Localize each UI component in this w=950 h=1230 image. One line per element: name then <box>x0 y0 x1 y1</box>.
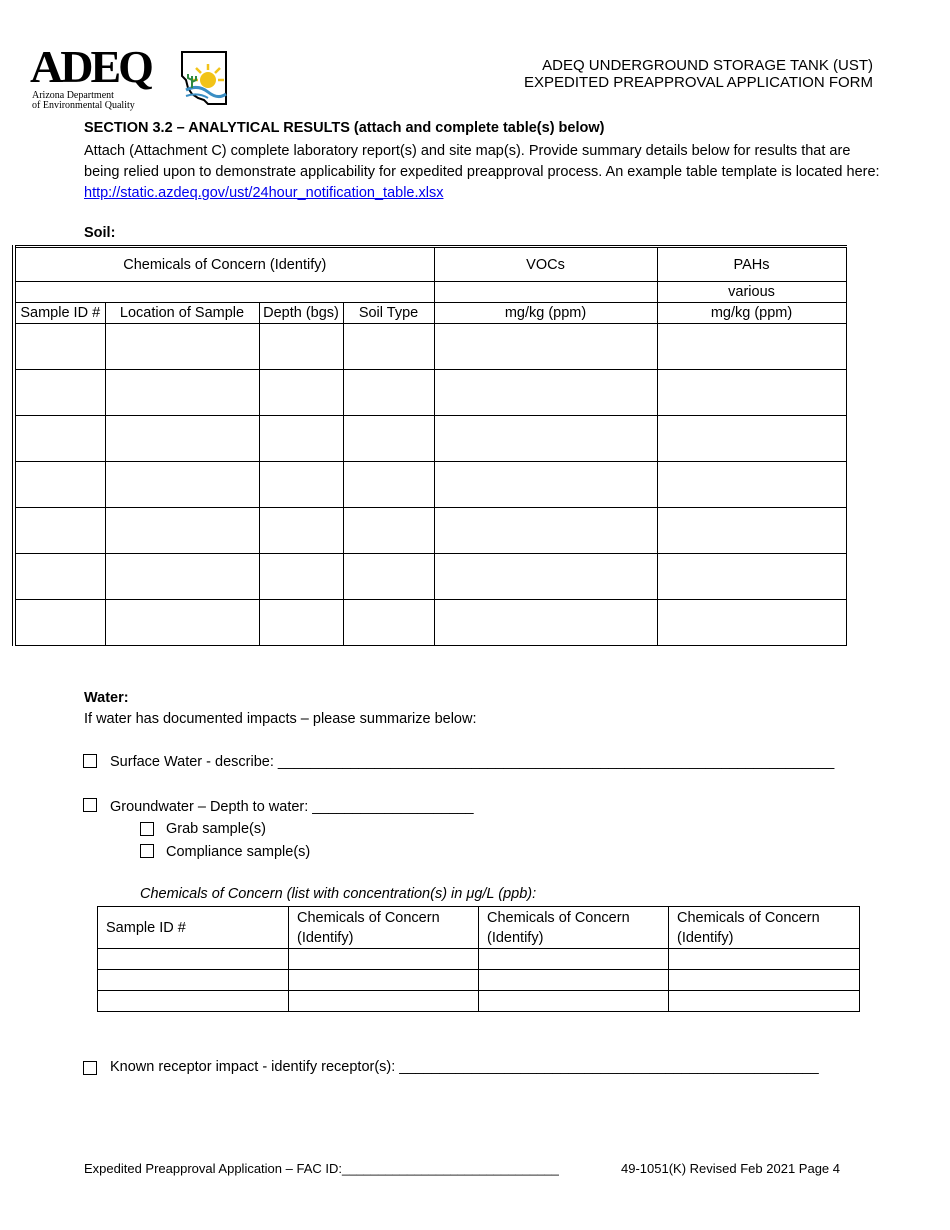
table-cell[interactable] <box>669 991 860 1012</box>
table-cell[interactable] <box>14 416 105 462</box>
table-cell[interactable] <box>479 949 669 970</box>
table-row <box>14 462 846 508</box>
table-cell[interactable] <box>657 508 846 554</box>
surface-water-checkbox[interactable] <box>83 754 97 773</box>
table-cell[interactable] <box>657 324 846 370</box>
soil-table <box>12 245 847 646</box>
table-cell[interactable] <box>98 991 289 1012</box>
table-cell[interactable] <box>657 554 846 600</box>
table-cell[interactable] <box>343 416 434 462</box>
section-instructions <box>84 141 884 204</box>
table-cell[interactable] <box>105 462 259 508</box>
table-cell[interactable] <box>105 508 259 554</box>
table-cell[interactable] <box>98 970 289 991</box>
table-row <box>14 370 846 416</box>
table-cell[interactable] <box>105 324 259 370</box>
table-cell[interactable] <box>259 324 343 370</box>
table-cell[interactable] <box>14 508 105 554</box>
grab-sample-label: Grab sample(s) <box>166 821 266 837</box>
soil-pahs-sub: various <box>657 282 846 303</box>
table-cell[interactable] <box>14 370 105 416</box>
water-intro: If water has documented impacts – please summarize below: <box>84 711 477 727</box>
soil-col-location: Location of Sample <box>105 303 259 324</box>
table-cell[interactable] <box>14 600 105 646</box>
table-cell[interactable] <box>259 508 343 554</box>
table-cell[interactable] <box>259 416 343 462</box>
water-label: Water: <box>84 690 129 706</box>
instructions-text: Attach (Attachment C) complete laboratory report(s) and site map(s). Provide summary details below for results that are being relied upon to demonstrate applicability for expedited preapproval process. An example table template is located here: <box>84 143 880 180</box>
table-cell[interactable] <box>657 462 846 508</box>
table-row <box>14 416 846 462</box>
water-col-coc-1: Chemicals of Concern (Identify) <box>289 907 479 949</box>
groundwater-label: Groundwater – Depth to water: ____________________ <box>110 799 474 815</box>
soil-col-vocs: VOCs <box>434 247 657 282</box>
table-cell[interactable] <box>434 370 657 416</box>
table-cell[interactable] <box>343 324 434 370</box>
table-cell[interactable] <box>434 324 657 370</box>
table-row <box>14 508 846 554</box>
soil-blank-cell <box>14 282 434 303</box>
table-cell[interactable] <box>343 508 434 554</box>
table-cell[interactable] <box>434 462 657 508</box>
table-cell[interactable] <box>14 462 105 508</box>
soil-col-vocs-unit: mg/kg (ppm) <box>434 303 657 324</box>
table-cell[interactable] <box>657 416 846 462</box>
header-line-1: ADEQ UNDERGROUND STORAGE TANK (UST) <box>542 57 873 74</box>
receptor-checkbox[interactable] <box>83 1061 97 1080</box>
compliance-sample-label: Compliance sample(s) <box>166 844 311 860</box>
water-col-coc-3: Chemicals of Concern (Identify) <box>669 907 860 949</box>
table-row <box>14 554 846 600</box>
receptor-label: Known receptor impact - identify receptor(s): ____________________________________________________ <box>110 1059 819 1075</box>
table-cell[interactable] <box>105 370 259 416</box>
grab-sample-checkbox[interactable] <box>140 822 154 841</box>
arizona-sun-icon <box>178 50 230 106</box>
compliance-sample-checkbox[interactable] <box>140 844 154 863</box>
table-cell[interactable] <box>289 970 479 991</box>
table-row <box>98 991 860 1012</box>
template-link[interactable]: http://static.azdeq.gov/ust/24hour_notification_table.xlsx <box>84 185 444 201</box>
header-line-2: EXPEDITED PREAPPROVAL APPLICATION FORM <box>524 74 873 91</box>
table-cell[interactable] <box>105 554 259 600</box>
table-cell[interactable] <box>289 949 479 970</box>
table-cell[interactable] <box>669 970 860 991</box>
table-cell[interactable] <box>657 600 846 646</box>
soil-col-pahs-unit: mg/kg (ppm) <box>657 303 846 324</box>
surface-water-label: Surface Water - describe: _____________________________________________________________________ <box>110 754 835 770</box>
soil-col-depth: Depth (bgs) <box>259 303 343 324</box>
logo-wordmark: ADEQ <box>30 41 151 92</box>
table-cell[interactable] <box>259 462 343 508</box>
soil-col-pahs: PAHs <box>657 247 846 282</box>
table-cell[interactable] <box>105 600 259 646</box>
table-cell[interactable] <box>479 991 669 1012</box>
table-cell[interactable] <box>343 370 434 416</box>
soil-vocs-sub[interactable] <box>434 282 657 303</box>
table-row <box>14 600 846 646</box>
table-cell[interactable] <box>259 370 343 416</box>
water-col-coc-2: Chemicals of Concern (Identify) <box>479 907 669 949</box>
table-row <box>14 324 846 370</box>
water-coc-caption: Chemicals of Concern (list with concentration(s) in μg/L (ppb): <box>140 886 537 902</box>
soil-coc-header: Chemicals of Concern (Identify) <box>14 247 434 282</box>
soil-col-soil-type: Soil Type <box>343 303 434 324</box>
table-cell[interactable] <box>259 600 343 646</box>
table-cell[interactable] <box>479 970 669 991</box>
table-cell[interactable] <box>259 554 343 600</box>
logo-line-2: of Environmental Quality <box>32 100 135 111</box>
section-title: SECTION 3.2 – ANALYTICAL RESULTS (attach and complete table(s) below) <box>84 120 605 136</box>
table-cell[interactable] <box>343 554 434 600</box>
table-cell[interactable] <box>434 508 657 554</box>
groundwater-checkbox[interactable] <box>83 798 97 817</box>
table-row <box>98 970 860 991</box>
logo-line-1: Arizona Department <box>32 90 114 101</box>
table-cell[interactable] <box>434 554 657 600</box>
table-cell[interactable] <box>657 370 846 416</box>
form-header <box>524 57 873 91</box>
table-cell[interactable] <box>669 949 860 970</box>
adeq-logo <box>30 41 200 111</box>
footer-left: Expedited Preapproval Application – FAC ID:______________________________ <box>84 1161 559 1176</box>
table-cell[interactable] <box>105 416 259 462</box>
soil-col-sample-id: Sample ID # <box>14 303 105 324</box>
table-cell[interactable] <box>434 416 657 462</box>
table-cell[interactable] <box>343 462 434 508</box>
footer-right: 49-1051(K) Revised Feb 2021 Page 4 <box>621 1161 840 1176</box>
table-cell[interactable] <box>434 600 657 646</box>
table-cell[interactable] <box>14 554 105 600</box>
table-cell[interactable] <box>289 991 479 1012</box>
soil-label: Soil: <box>84 225 116 241</box>
table-row <box>98 949 860 970</box>
water-col-sample-id: Sample ID # <box>98 907 289 949</box>
table-cell[interactable] <box>98 949 289 970</box>
water-coc-table <box>97 906 860 1012</box>
table-cell[interactable] <box>343 600 434 646</box>
table-cell[interactable] <box>14 324 105 370</box>
